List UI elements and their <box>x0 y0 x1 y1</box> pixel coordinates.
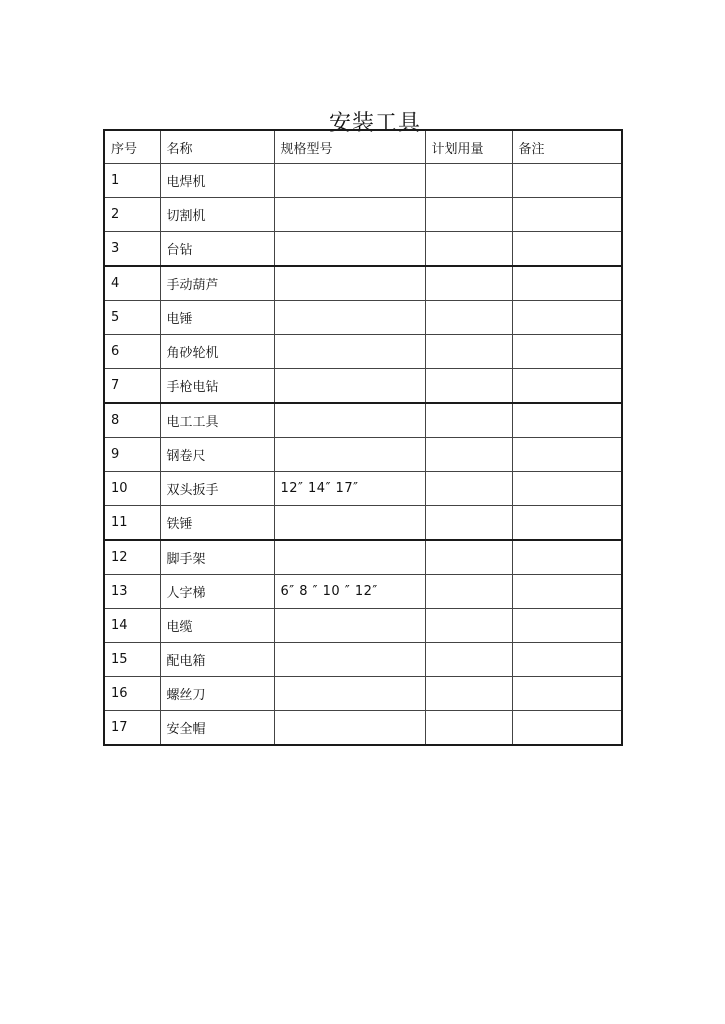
cell-planned-qty <box>425 335 512 369</box>
cell-spec <box>274 711 425 746</box>
cell-name: 人字梯 <box>160 575 274 609</box>
column-header-remarks: 备注 <box>512 130 622 164</box>
cell-planned-qty <box>425 472 512 506</box>
cell-spec <box>274 335 425 369</box>
column-header-name: 名称 <box>160 130 274 164</box>
cell-number: 5 <box>104 301 160 335</box>
cell-planned-qty <box>425 575 512 609</box>
column-header-planned-qty: 计划用量 <box>425 130 512 164</box>
cell-remarks <box>512 438 622 472</box>
cell-number: 15 <box>104 643 160 677</box>
column-header-spec: 规格型号 <box>274 130 425 164</box>
cell-name: 电焊机 <box>160 164 274 198</box>
cell-remarks <box>512 506 622 541</box>
cell-remarks <box>512 369 622 404</box>
cell-number: 1 <box>104 164 160 198</box>
cell-number: 11 <box>104 506 160 541</box>
table-row <box>104 198 622 232</box>
table-row <box>104 506 622 541</box>
cell-number: 7 <box>104 369 160 404</box>
cell-planned-qty <box>425 403 512 438</box>
table-row <box>104 232 622 267</box>
cell-name: 切割机 <box>160 198 274 232</box>
cell-spec <box>274 540 425 575</box>
cell-number: 3 <box>104 232 160 267</box>
cell-remarks <box>512 266 622 301</box>
cell-name: 手枪电钻 <box>160 369 274 404</box>
table-row <box>104 335 622 369</box>
table-row <box>104 164 622 198</box>
cell-remarks <box>512 472 622 506</box>
cell-spec: 12″ 14″ 17″ <box>274 472 425 506</box>
cell-remarks <box>512 540 622 575</box>
tools-table <box>103 129 623 746</box>
cell-spec: 6″ 8 ″ 10 ″ 12″ <box>274 575 425 609</box>
cell-spec <box>274 643 425 677</box>
cell-name: 螺丝刀 <box>160 677 274 711</box>
cell-spec <box>274 301 425 335</box>
cell-name: 手动葫芦 <box>160 266 274 301</box>
cell-remarks <box>512 677 622 711</box>
cell-name: 配电箱 <box>160 643 274 677</box>
cell-number: 17 <box>104 711 160 746</box>
cell-planned-qty <box>425 301 512 335</box>
cell-name: 电锤 <box>160 301 274 335</box>
cell-planned-qty <box>425 164 512 198</box>
table-row <box>104 403 622 438</box>
cell-number: 16 <box>104 677 160 711</box>
cell-planned-qty <box>425 369 512 404</box>
table-row <box>104 711 622 746</box>
cell-name: 铁锤 <box>160 506 274 541</box>
table-row <box>104 472 622 506</box>
cell-number: 9 <box>104 438 160 472</box>
cell-planned-qty <box>425 506 512 541</box>
table-row <box>104 266 622 301</box>
cell-spec <box>274 403 425 438</box>
cell-planned-qty <box>425 540 512 575</box>
cell-name: 电缆 <box>160 609 274 643</box>
cell-remarks <box>512 164 622 198</box>
cell-planned-qty <box>425 232 512 267</box>
table-row <box>104 540 622 575</box>
cell-remarks <box>512 198 622 232</box>
cell-spec <box>274 369 425 404</box>
cell-spec <box>274 164 425 198</box>
cell-number: 4 <box>104 266 160 301</box>
table-row <box>104 609 622 643</box>
cell-name: 钢卷尺 <box>160 438 274 472</box>
cell-name: 双头扳手 <box>160 472 274 506</box>
page-title: 安装工具 <box>328 110 421 136</box>
table-row <box>104 677 622 711</box>
cell-number: 13 <box>104 575 160 609</box>
cell-spec <box>274 506 425 541</box>
cell-remarks <box>512 575 622 609</box>
header-row <box>104 130 622 164</box>
cell-planned-qty <box>425 438 512 472</box>
cell-remarks <box>512 403 622 438</box>
cell-spec <box>274 677 425 711</box>
cell-remarks <box>512 609 622 643</box>
table-row <box>104 301 622 335</box>
cell-name: 脚手架 <box>160 540 274 575</box>
cell-name: 台钻 <box>160 232 274 267</box>
cell-number: 6 <box>104 335 160 369</box>
cell-spec <box>274 266 425 301</box>
cell-remarks <box>512 232 622 267</box>
cell-name: 安全帽 <box>160 711 274 746</box>
cell-spec <box>274 438 425 472</box>
cell-spec <box>274 198 425 232</box>
cell-planned-qty <box>425 609 512 643</box>
cell-name: 角砂轮机 <box>160 335 274 369</box>
cell-planned-qty <box>425 643 512 677</box>
cell-planned-qty <box>425 677 512 711</box>
cell-name: 电工工具 <box>160 403 274 438</box>
table-header <box>104 130 622 164</box>
cell-remarks <box>512 335 622 369</box>
cell-planned-qty <box>425 266 512 301</box>
column-header-number: 序号 <box>104 130 160 164</box>
cell-spec <box>274 232 425 267</box>
table-row <box>104 643 622 677</box>
cell-number: 10 <box>104 472 160 506</box>
cell-planned-qty <box>425 198 512 232</box>
cell-remarks <box>512 711 622 746</box>
table-row <box>104 438 622 472</box>
cell-number: 8 <box>104 403 160 438</box>
table-row <box>104 575 622 609</box>
cell-spec <box>274 609 425 643</box>
cell-remarks <box>512 643 622 677</box>
cell-number: 14 <box>104 609 160 643</box>
table-body <box>104 164 622 746</box>
table-row <box>104 369 622 404</box>
cell-planned-qty <box>425 711 512 746</box>
cell-remarks <box>512 301 622 335</box>
cell-number: 12 <box>104 540 160 575</box>
cell-number: 2 <box>104 198 160 232</box>
